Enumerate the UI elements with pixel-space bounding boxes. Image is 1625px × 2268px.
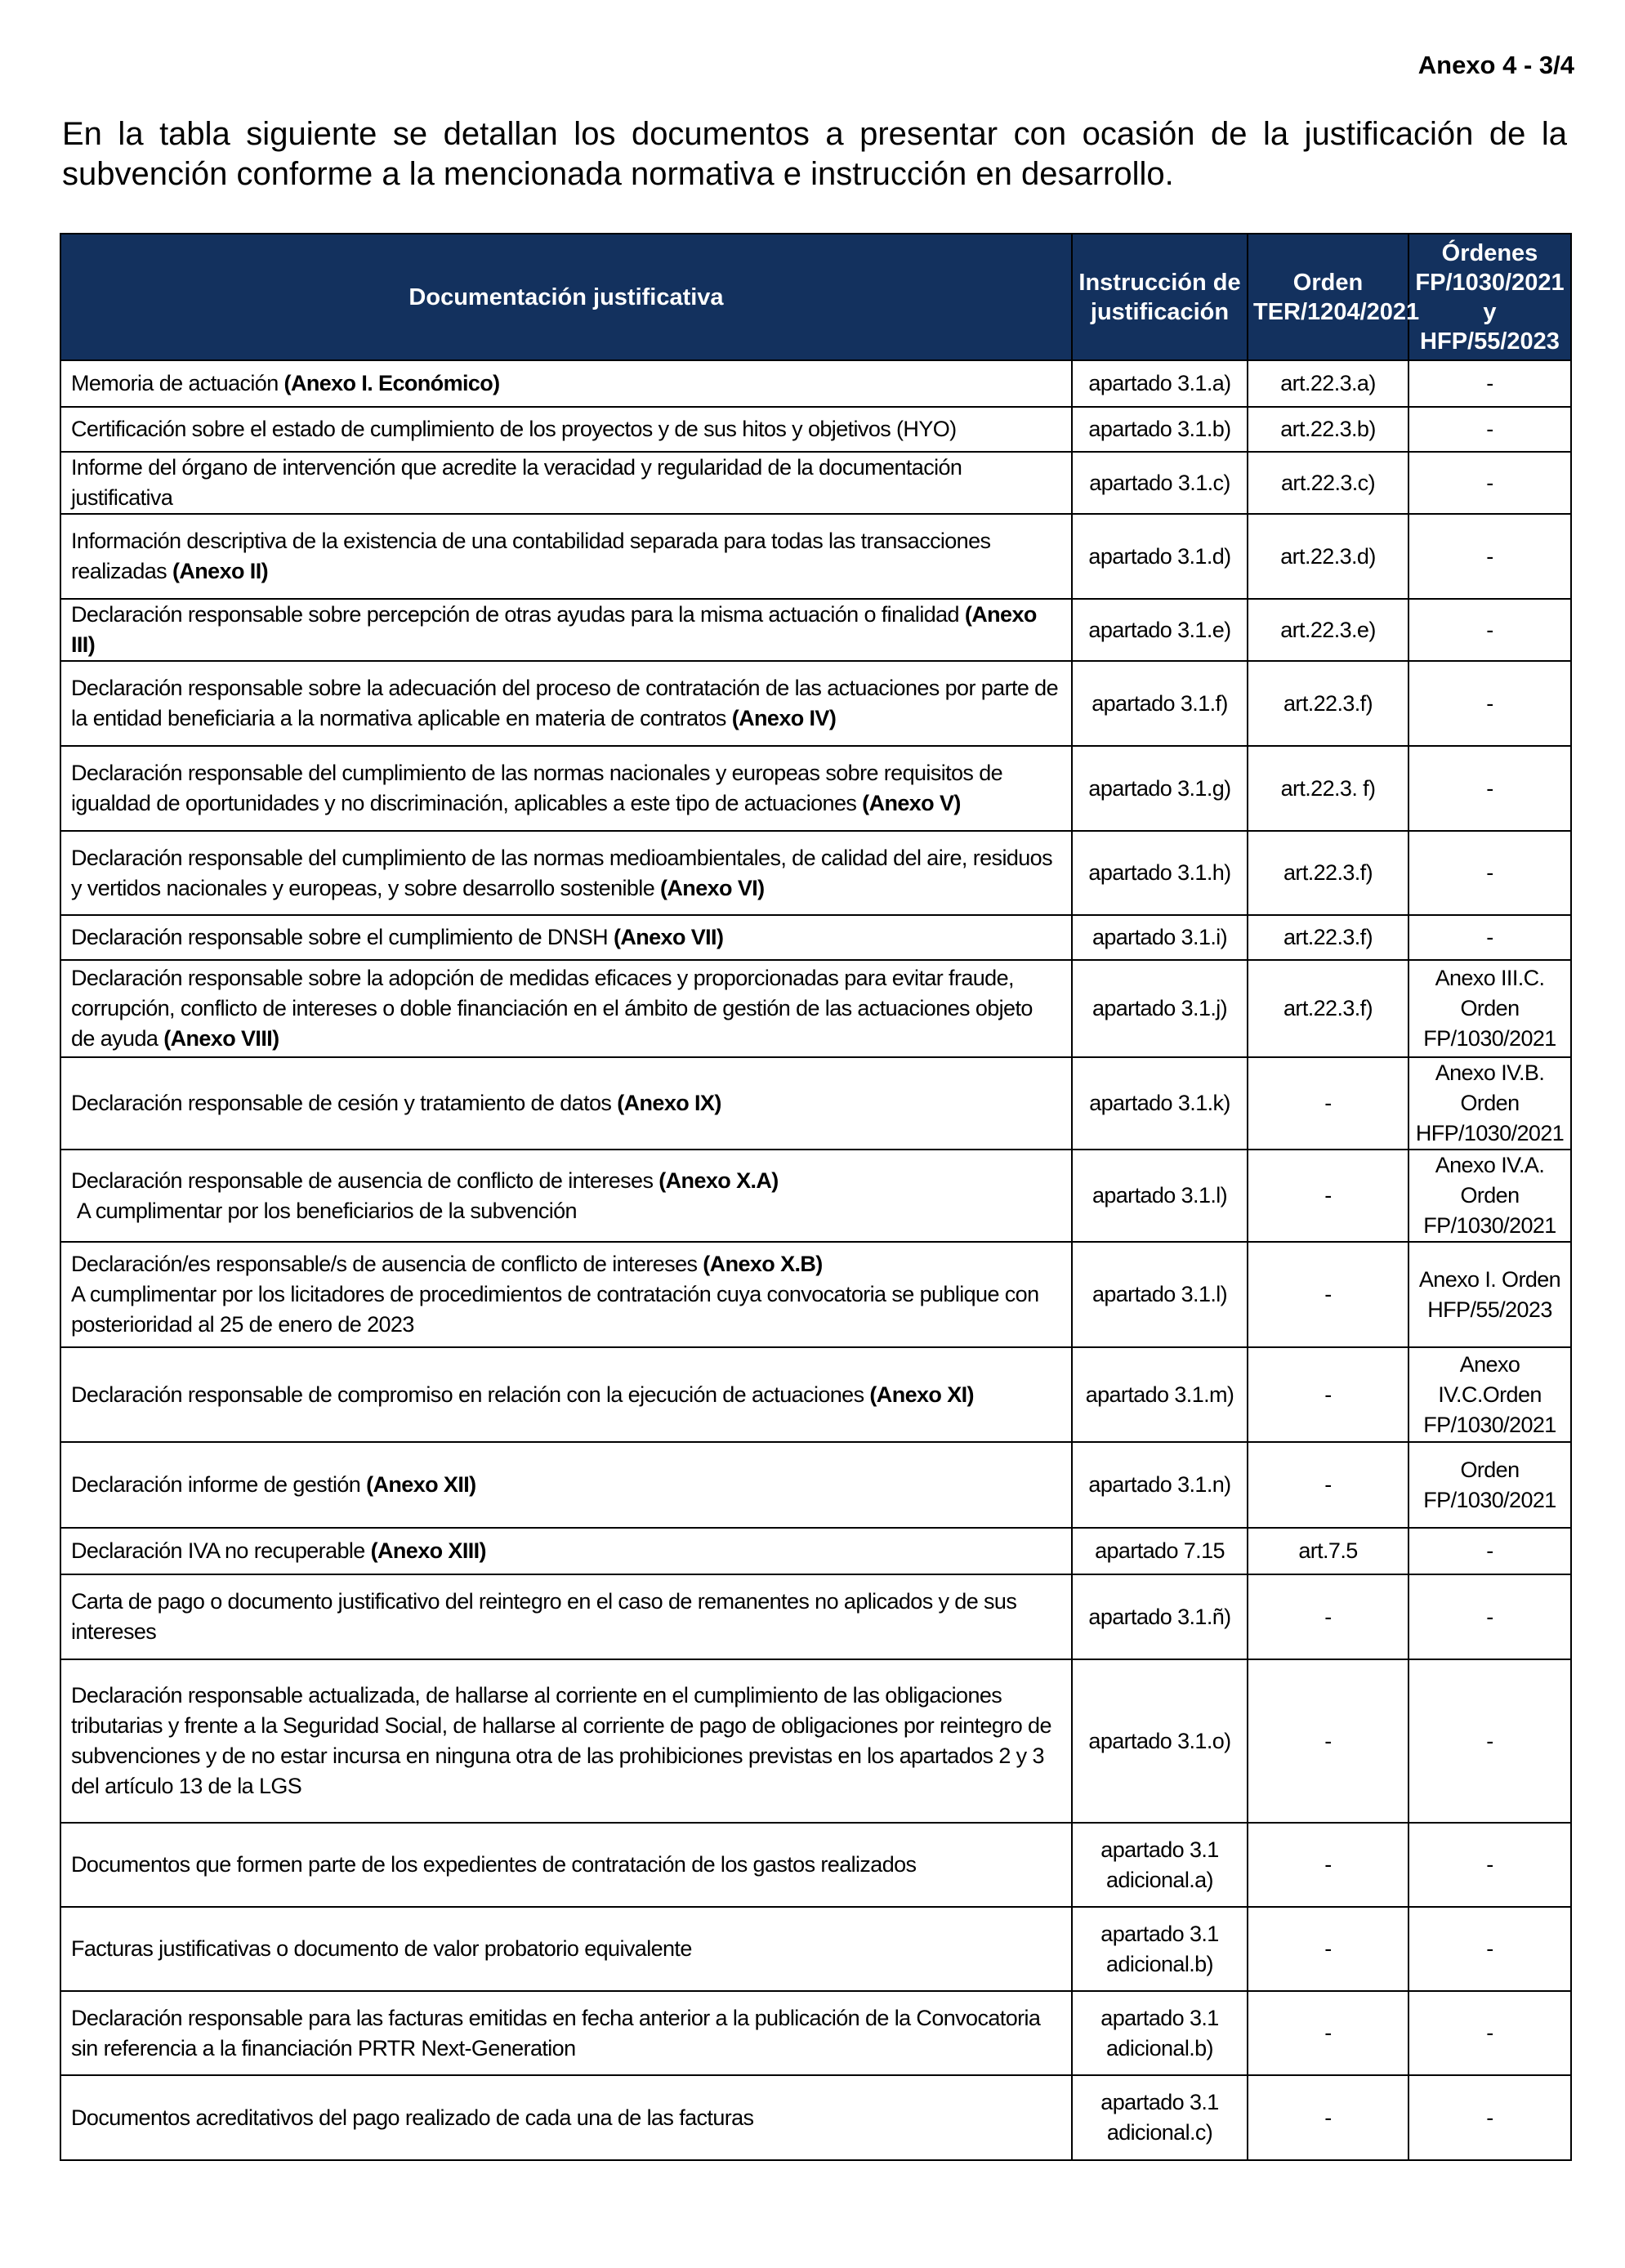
doc-description-line: [71, 414, 1061, 444]
doc-annex-ref: (Anexo II): [172, 559, 268, 583]
doc-text: Declaración responsable sobre la adopción de medidas eficaces y proporcionadas para evitar fraude, corrupción, conflicto de intereses o doble financiación en el ámbito de gestión de las actuaciones objeto de ayuda: [71, 966, 1038, 1051]
ordenes-ref: Orden FP/1030/2021: [1408, 1442, 1571, 1528]
table-row: [60, 746, 1571, 831]
table-row: [60, 1659, 1571, 1823]
doc-description-line: [71, 1536, 1061, 1566]
doc-text: A cumplimentar por los licitadores de procedimientos de contratación cuya convocatoria se publique con posterioridad al 25 de enero de 2023: [71, 1282, 1045, 1337]
doc-annex-ref: (Anexo XIII): [370, 1538, 486, 1563]
doc-text: Certificación sobre el estado de cumplimiento de los proyectos y de sus hitos y objetivos (HYO): [71, 417, 957, 441]
doc-description-line: [71, 1249, 1061, 1279]
instruccion-ref: apartado 3.1.b): [1072, 407, 1248, 452]
orden-ter-ref: art.22.3.f): [1248, 960, 1408, 1057]
orden-ter-ref: art.22.3.e): [1248, 599, 1408, 661]
orden-ter-ref: art.7.5: [1248, 1528, 1408, 1574]
doc-description: [60, 1659, 1072, 1823]
doc-description-line: [71, 1850, 1061, 1880]
ordenes-ref: -: [1408, 452, 1571, 514]
doc-text: Declaración responsable del cumplimiento de las normas nacionales y europeas sobre requisitos de igualdad de oportunidades y no discriminación, aplicables a este tipo de actuaciones: [71, 761, 1008, 815]
doc-description: [60, 1574, 1072, 1659]
instruccion-ref: apartado 3.1.ñ): [1072, 1574, 1248, 1659]
doc-description: [60, 1242, 1072, 1347]
table-row: [60, 1057, 1571, 1150]
intro-paragraph: En la tabla siguiente se detallan los documentos a presentar con ocasión de la justificación de la subvención conforme a la mencionada normativa e instrucción en desarrollo.: [62, 116, 1567, 192]
instruccion-ref: apartado 3.1.g): [1072, 746, 1248, 831]
doc-text: Declaración responsable sobre el cumplimiento de DNSH: [71, 925, 614, 949]
ordenes-ref: Anexo III.C. Orden FP/1030/2021: [1408, 960, 1571, 1057]
doc-description: [60, 1442, 1072, 1528]
orden-ter-ref: art.22.3.f): [1248, 661, 1408, 746]
doc-description-line: [71, 600, 1061, 660]
orden-ter-ref: -: [1248, 1574, 1408, 1659]
doc-text: Declaración responsable para las facturas emitidas en fecha anterior a la publicación de la Convocatoria sin referencia a la financiación PRTR Next-Generation: [71, 2005, 1047, 2060]
doc-description-line: [71, 673, 1064, 734]
header-documentacion: Documentación justificativa: [60, 234, 1072, 360]
doc-text: Declaración informe de gestión: [71, 1472, 367, 1497]
header-instruccion: Instrucción de justificación: [1072, 234, 1248, 360]
instruccion-ref: apartado 3.1.l): [1072, 1150, 1248, 1242]
instruccion-ref: apartado 7.15: [1072, 1528, 1248, 1574]
table-row: [60, 1574, 1571, 1659]
table-row: [60, 599, 1571, 661]
ordenes-ref: -: [1408, 831, 1571, 915]
instruccion-ref: apartado 3.1.j): [1072, 960, 1248, 1057]
doc-text: Documentos que formen parte de los expedientes de contratación de los gastos realizados: [71, 1852, 917, 1877]
table-row: [60, 960, 1571, 1057]
doc-description: [60, 960, 1072, 1057]
doc-description-line: [71, 526, 1061, 587]
orden-ter-ref: -: [1248, 1347, 1408, 1442]
ordenes-ref: -: [1408, 407, 1571, 452]
orden-ter-ref: -: [1248, 1991, 1408, 2075]
doc-description-line: [71, 1166, 1061, 1196]
doc-annex-ref: (Anexo XII): [366, 1472, 476, 1497]
doc-text: Declaración responsable actualizada, de hallarse al corriente en el cumplimiento de las obligaciones tributarias y frente a la Seguridad Social, de hallarse al corriente de pago de obligaciones por reintegro de subvenciones y de no estar incursa en ninguna otra de las prohibiciones previstas en los apartados 2 y 3 del artículo 13 de la LGS: [71, 1683, 1057, 1798]
header-orden-ter: Orden TER/1204/2021: [1248, 234, 1408, 360]
instruccion-ref: apartado 3.1 adicional.a): [1072, 1823, 1248, 1907]
doc-text: Declaración responsable del cumplimiento de las normas medioambientales, de calidad del aire, residuos y vertidos nacionales y europeas, y sobre desarrollo sostenible: [71, 845, 1058, 900]
doc-description-line: [71, 1587, 1061, 1647]
doc-description: [60, 1150, 1072, 1242]
instruccion-ref: apartado 3.1 adicional.b): [1072, 1907, 1248, 1991]
table-header-row: [60, 234, 1571, 360]
instruccion-ref: apartado 3.1.d): [1072, 514, 1248, 599]
orden-ter-ref: art.22.3.c): [1248, 452, 1408, 514]
doc-description-line: [71, 1088, 1061, 1118]
doc-text: Declaración responsable de cesión y tratamiento de datos: [71, 1091, 618, 1115]
orden-ter-ref: art.22.3.b): [1248, 407, 1408, 452]
orden-ter-ref: -: [1248, 1242, 1408, 1347]
doc-text: Declaración responsable sobre la adecuación del proceso de contratación de las actuaciones por parte de la entidad beneficiaria a la normativa aplicable en materia de contratos: [71, 676, 1064, 730]
doc-annex-ref: (Anexo III): [71, 602, 1037, 657]
doc-description: [60, 1991, 1072, 2075]
table-row: [60, 360, 1571, 407]
table-row: [60, 1347, 1571, 1442]
orden-ter-ref: -: [1248, 2075, 1408, 2160]
table-row: [60, 1442, 1571, 1528]
orden-ter-ref: -: [1248, 1150, 1408, 1242]
doc-description-line: [71, 758, 1061, 819]
doc-annex-ref: (Anexo I. Económico): [283, 371, 500, 395]
doc-text: Declaración responsable sobre percepción de otras ayudas para la misma actuación o finalidad: [71, 602, 965, 627]
doc-text: Carta de pago o documento justificativo del reintegro en el caso de remanentes no aplicados y de sus intereses: [71, 1589, 1023, 1644]
orden-ter-ref: art.22.3.d): [1248, 514, 1408, 599]
orden-ter-ref: art.22.3.f): [1248, 831, 1408, 915]
ordenes-ref: -: [1408, 514, 1571, 599]
instruccion-ref: apartado 3.1.o): [1072, 1659, 1248, 1823]
orden-ter-ref: -: [1248, 1057, 1408, 1150]
instruccion-ref: apartado 3.1.m): [1072, 1347, 1248, 1442]
doc-description: [60, 1347, 1072, 1442]
doc-annex-ref: (Anexo X.B): [703, 1252, 823, 1276]
table-row: [60, 915, 1571, 960]
doc-annex-ref: (Anexo XI): [869, 1382, 974, 1407]
doc-description-line: [71, 368, 1061, 399]
doc-description: [60, 599, 1072, 661]
doc-description: [60, 452, 1072, 514]
doc-description-line: [71, 2103, 1061, 2133]
doc-description-line: [71, 843, 1061, 904]
doc-text: Información descriptiva de la existencia de una contabilidad separada para todas las transacciones realizadas: [71, 529, 997, 583]
orden-ter-ref: -: [1248, 1907, 1408, 1991]
doc-text: Memoria de actuación: [71, 371, 284, 395]
doc-text: A cumplimentar por los beneficiarios de la subvención: [71, 1198, 577, 1223]
doc-text: Documentos acreditativos del pago realizado de cada una de las facturas: [71, 2105, 754, 2130]
page-reference: Anexo 4 - 3/4: [1417, 51, 1574, 79]
doc-text: Facturas justificativas o documento de valor probatorio equivalente: [71, 1936, 692, 1961]
ordenes-ref: -: [1408, 1659, 1571, 1823]
ordenes-ref: -: [1408, 599, 1571, 661]
ordenes-ref: Anexo I. Orden HFP/55/2023: [1408, 1242, 1571, 1347]
doc-description: [60, 1823, 1072, 1907]
table-row: [60, 1907, 1571, 1991]
instruccion-ref: apartado 3.1.k): [1072, 1057, 1248, 1150]
doc-description: [60, 1528, 1072, 1574]
doc-description-line: [71, 1380, 1061, 1410]
doc-description: [60, 407, 1072, 452]
ordenes-ref: Anexo IV.B. Orden HFP/1030/2021: [1408, 1057, 1571, 1150]
doc-description-line: [71, 1681, 1061, 1801]
instruccion-ref: apartado 3.1.h): [1072, 831, 1248, 915]
ordenes-ref: -: [1408, 1991, 1571, 2075]
ordenes-ref: -: [1408, 915, 1571, 960]
doc-description: [60, 746, 1072, 831]
doc-text: Declaración responsable de compromiso en relación con la ejecución de actuaciones: [71, 1382, 870, 1407]
instruccion-ref: apartado 3.1.i): [1072, 915, 1248, 960]
table-row: [60, 2075, 1571, 2160]
orden-ter-ref: -: [1248, 1659, 1408, 1823]
orden-ter-ref: -: [1248, 1442, 1408, 1528]
doc-annex-ref: (Anexo VI): [660, 875, 765, 900]
doc-description: [60, 360, 1072, 407]
orden-ter-ref: art.22.3.f): [1248, 915, 1408, 960]
doc-description: [60, 661, 1072, 746]
table-row: [60, 1242, 1571, 1347]
doc-description-line: [71, 1934, 1061, 1964]
ordenes-ref: -: [1408, 2075, 1571, 2160]
documents-table: [60, 233, 1572, 2161]
doc-annex-ref: (Anexo X.A): [658, 1167, 779, 1193]
table-row: [60, 452, 1571, 514]
instruccion-ref: apartado 3.1.n): [1072, 1442, 1248, 1528]
table-body: [60, 360, 1571, 2160]
doc-description-line: [71, 922, 1061, 953]
instruccion-ref: apartado 3.1.l): [1072, 1242, 1248, 1347]
doc-description-line: [71, 963, 1061, 1054]
doc-description-line: [71, 453, 1061, 513]
orden-ter-ref: -: [1248, 1823, 1408, 1907]
table-row: [60, 1150, 1571, 1242]
ordenes-ref: Anexo IV.C.Orden FP/1030/2021: [1408, 1347, 1571, 1442]
table-row: [60, 1528, 1571, 1574]
instruccion-ref: apartado 3.1.f): [1072, 661, 1248, 746]
instruccion-ref: apartado 3.1.c): [1072, 452, 1248, 514]
instruccion-ref: apartado 3.1.a): [1072, 360, 1248, 407]
orden-ter-ref: art.22.3. f): [1248, 746, 1408, 831]
doc-description: [60, 1057, 1072, 1150]
table-row: [60, 514, 1571, 599]
doc-text: Declaración IVA no recuperable: [71, 1538, 371, 1563]
table-row: [60, 1991, 1571, 2075]
table-row: [60, 407, 1571, 452]
doc-description-line: [71, 2003, 1061, 2064]
header-ordenes-fp-hfp: Órdenes FP/1030/2021 y HFP/55/2023: [1408, 234, 1571, 360]
ordenes-ref: -: [1408, 1907, 1571, 1991]
doc-description: [60, 514, 1072, 599]
doc-annex-ref: (Anexo V): [862, 791, 961, 815]
doc-annex-ref: (Anexo VIII): [163, 1026, 279, 1051]
doc-text: Declaración responsable de ausencia de conflicto de intereses: [71, 1167, 659, 1193]
doc-description-line: [71, 1470, 1061, 1500]
ordenes-ref: -: [1408, 746, 1571, 831]
doc-description: [60, 831, 1072, 915]
doc-description-line: [71, 1279, 1061, 1340]
doc-annex-ref: (Anexo IX): [617, 1091, 721, 1115]
instruccion-ref: apartado 3.1.e): [1072, 599, 1248, 661]
instruccion-ref: apartado 3.1 adicional.b): [1072, 1991, 1248, 2075]
ordenes-ref: -: [1408, 360, 1571, 407]
instruccion-ref: apartado 3.1 adicional.c): [1072, 2075, 1248, 2160]
doc-annex-ref: (Anexo VII): [613, 925, 724, 949]
doc-description: [60, 1907, 1072, 1991]
ordenes-ref: -: [1408, 1528, 1571, 1574]
doc-description-line: [71, 1196, 1061, 1226]
table-row: [60, 1823, 1571, 1907]
orden-ter-ref: art.22.3.a): [1248, 360, 1408, 407]
ordenes-ref: -: [1408, 1574, 1571, 1659]
ordenes-ref: -: [1408, 1823, 1571, 1907]
doc-description: [60, 2075, 1072, 2160]
table-row: [60, 661, 1571, 746]
doc-text: Informe del órgano de intervención que acredite la veracidad y regularidad de la documentación justificativa: [71, 455, 968, 510]
doc-description: [60, 915, 1072, 960]
table-row: [60, 831, 1571, 915]
ordenes-ref: -: [1408, 661, 1571, 746]
doc-annex-ref: (Anexo IV): [731, 706, 837, 730]
doc-text: Declaración/es responsable/s de ausencia de conflicto de intereses: [71, 1252, 703, 1276]
ordenes-ref: Anexo IV.A. Orden FP/1030/2021: [1408, 1150, 1571, 1242]
